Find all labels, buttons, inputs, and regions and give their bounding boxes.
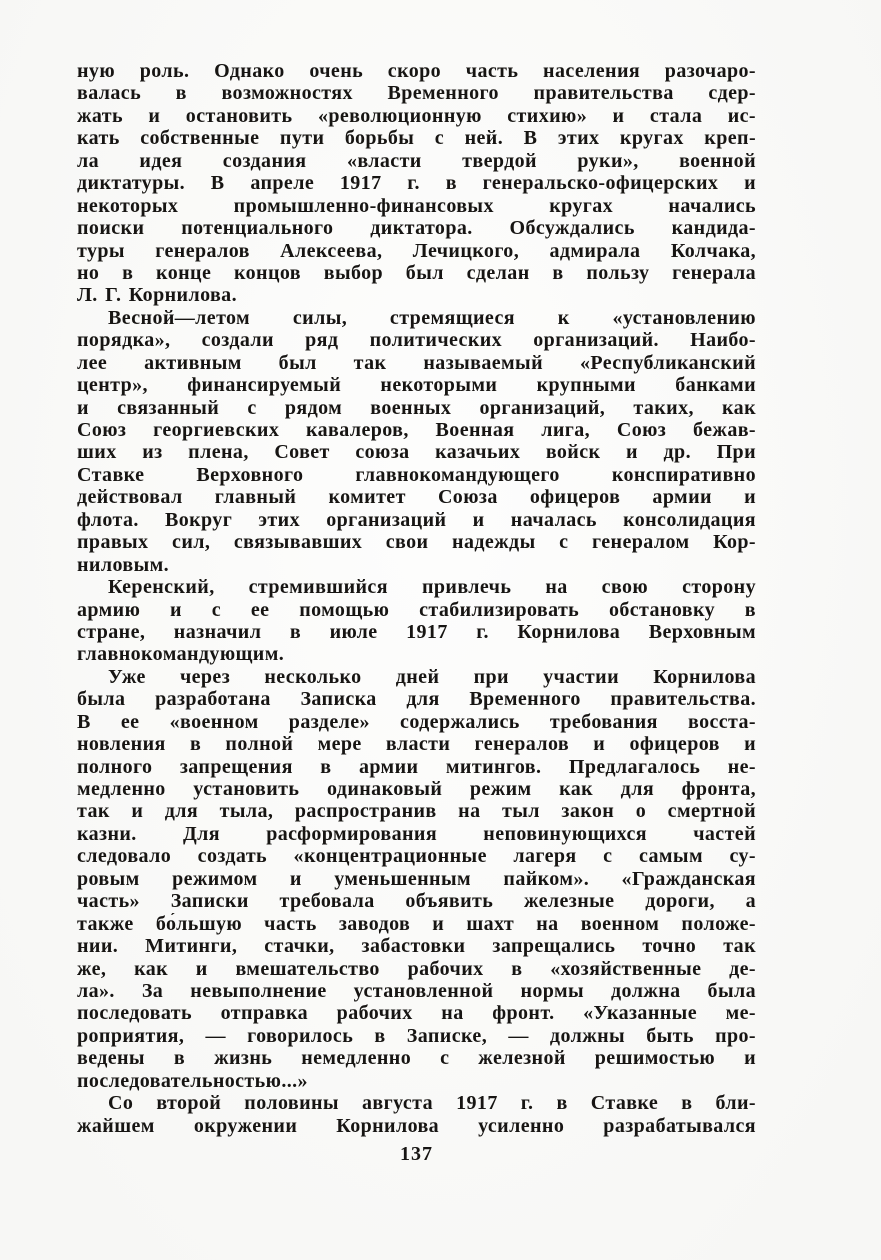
text-line: порядка», создали ряд политических организаций. Наибо- bbox=[77, 329, 756, 352]
text-line: ла». За невыполнение установленной нормы должна была bbox=[77, 979, 756, 1002]
text-line: ведены в жизнь немедленно с железной решимостью и bbox=[77, 1047, 756, 1070]
text-line: Ставке Верховного главнокомандующего конспиративно bbox=[77, 463, 756, 486]
text-line: Уже через несколько дней при участии Корнилова bbox=[108, 665, 756, 688]
text-line: ла идея создания «власти твердой руки», военной bbox=[77, 149, 756, 172]
text-line: ровым режимом и уменьшенным пайком». «Гражданская bbox=[77, 867, 756, 890]
page-text bbox=[77, 60, 756, 1137]
text-line: ниловым. bbox=[77, 553, 170, 576]
text-line: Союз георгиевских кавалеров, Военная лига, Союз бежав- bbox=[77, 419, 756, 441]
text-line: полного запрещения в армии митингов. Предлагалось не- bbox=[77, 755, 756, 778]
text-line: некоторых промышленно-финансовых кругах начались bbox=[77, 194, 756, 217]
text-line: ших из плена, Совет союза казачьих войск и др. При bbox=[77, 441, 756, 464]
page-number: 137 bbox=[400, 1143, 433, 1165]
text-line: нии. Митинги, стачки, забастовки запрещались точно так bbox=[77, 935, 756, 958]
text-line: стране, назначил в июле 1917 г. Корнилова Верховным bbox=[77, 620, 756, 643]
paragraph bbox=[77, 1092, 756, 1137]
text-line: также бо́льшую часть заводов и шахт на военном положе- bbox=[77, 912, 756, 935]
text-line: была разработана Записка для Временного правительства. bbox=[77, 688, 756, 711]
text-line: ную роль. Однако очень скоро часть населения разочаро- bbox=[77, 60, 756, 82]
text-line: правых сил, связывавших свои надежды с генералом Кор- bbox=[77, 531, 756, 554]
paragraph bbox=[77, 576, 756, 666]
text-line: новления в полной мере власти генералов и офицеров и bbox=[77, 733, 756, 756]
text-line: и связанный с рядом военных организаций, таких, как bbox=[77, 396, 756, 419]
text-line: роприятия, — говорилось в Записке, — должны быть про- bbox=[77, 1024, 756, 1047]
text-line: медленно установить одинаковый режим как для фронта, bbox=[77, 778, 756, 800]
text-line: лее активным был так называемый «Республиканский bbox=[77, 351, 756, 374]
text-line: В ее «военном разделе» содержались требования восста- bbox=[77, 710, 756, 733]
text-line: последовать отправка рабочих на фронт. «Указанные ме- bbox=[77, 1002, 756, 1025]
text-line: валась в возможностях Временного правительства сдер- bbox=[77, 82, 756, 105]
paragraph bbox=[77, 666, 756, 1092]
text-line: Л. Г. Корнилова. bbox=[77, 284, 237, 307]
text-line: же, как и вмешательство рабочих в «хозяйственные де- bbox=[77, 957, 756, 980]
text-line: действовал главный комитет Союза офицеров армии и bbox=[77, 486, 756, 509]
text-line: центр», финансируемый некоторыми крупными банками bbox=[77, 374, 756, 397]
text-line: так и для тыла, распространив на тыл закон о смертной bbox=[77, 800, 756, 823]
text-line: следовало создать «концентрационные лагеря с самым су- bbox=[77, 845, 756, 868]
text-line: диктатуры. В апреле 1917 г. в генеральско-офицерских и bbox=[77, 172, 756, 195]
text-line: Весной—летом силы, стремящиеся к «установлению bbox=[108, 306, 756, 329]
text-line: Керенский, стремившийся привлечь на свою сторону bbox=[108, 576, 756, 599]
text-line: флота. Вокруг этих организаций и началась консолидация bbox=[77, 508, 756, 531]
text-line: но в конце концов выбор был сделан в пользу генерала bbox=[77, 261, 756, 284]
text-line: кать собственные пути борьбы с ней. В этих кругах креп- bbox=[77, 127, 756, 150]
text-line: жать и остановить «революционную стихию» и стала ис- bbox=[77, 104, 756, 127]
text-line: часть» Записки требовала объявить железные дороги, а bbox=[77, 890, 756, 913]
text-line: Со второй половины августа 1917 г. в Ставке в бли- bbox=[108, 1092, 756, 1115]
text-line: туры генералов Алексеева, Лечицкого, адмирала Колчака, bbox=[77, 239, 756, 262]
text-line: жайшем окружении Корнилова усиленно разрабатывался bbox=[77, 1114, 756, 1137]
text-line: армию и с ее помощью стабилизировать обстановку в bbox=[77, 598, 756, 621]
text-line: поиски потенциального диктатора. Обсуждались кандида- bbox=[77, 217, 756, 240]
paragraph bbox=[77, 60, 756, 307]
text-line: последовательностью...» bbox=[77, 1069, 308, 1092]
text-line: казни. Для расформирования неповинующихся частей bbox=[77, 822, 756, 845]
text-line: главнокомандующим. bbox=[77, 643, 285, 666]
paragraph bbox=[77, 307, 756, 576]
